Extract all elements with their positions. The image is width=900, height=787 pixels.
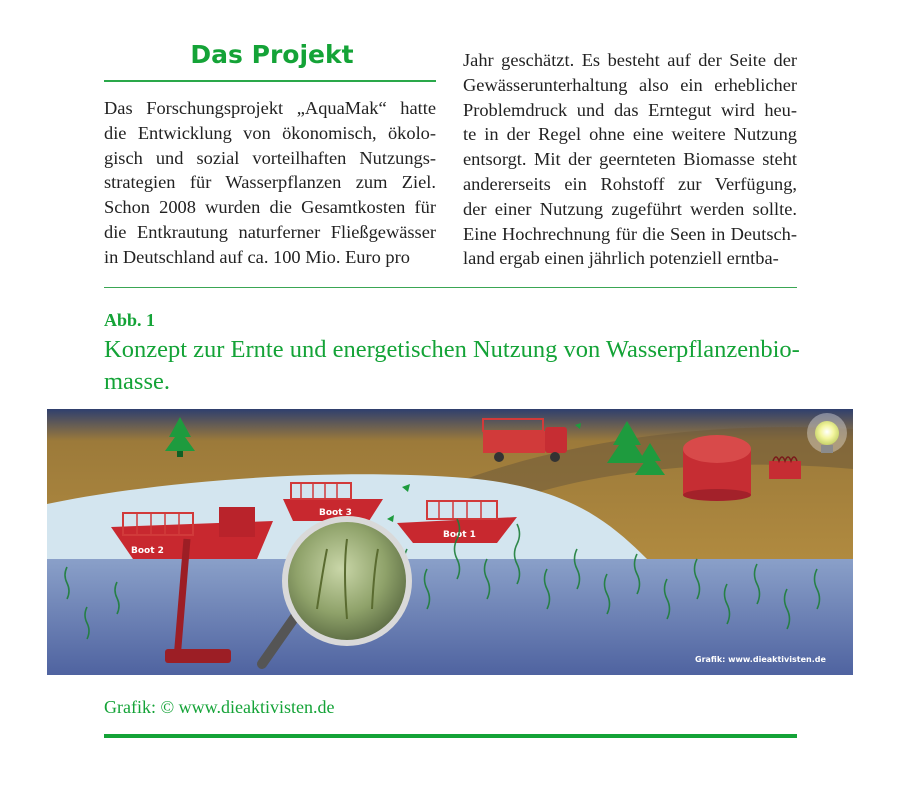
text-line: die Entkrautung naturferner Fließgewässer <box>104 221 436 242</box>
text-column-left <box>104 96 436 270</box>
light-bulb-icon <box>807 413 847 453</box>
text-line: der einer Nutzung zugeführt werden sollte. <box>463 198 797 219</box>
text-line: strategien für Wasserpflanzen zum Ziel. <box>104 172 436 193</box>
boat-label: Boot 3 <box>319 508 352 518</box>
text-line: te in der Regel ohne eine weitere Nutzung <box>463 124 797 145</box>
caption-line: masse. <box>104 368 170 395</box>
figure-illustration <box>47 409 853 675</box>
text-line: Eine Hochrechnung für die Seen in Deutsch- <box>463 223 797 244</box>
text-line: gisch und sozial vorteilhaften Nutzungs- <box>104 147 436 168</box>
text-line: Gewässerunterhaltung also ein erheblicher <box>463 74 797 95</box>
text-line: Das Forschungsprojekt „AquaMak“ hatte <box>104 98 436 118</box>
text-line: land ergab einen jährlich potenziell erntba- <box>463 248 779 269</box>
figure-label: Abb. 1 <box>104 310 156 330</box>
figure-watermark: Grafik: www.dieaktivisten.de <box>695 655 826 664</box>
text-line: andererseits ein Rohstoff zur Verfügung, <box>463 173 797 194</box>
text-line: in Deutschland auf ca. 100 Mio. Euro pro <box>104 246 410 267</box>
figure-caption <box>104 334 804 398</box>
boat-label: Boot 2 <box>131 546 164 556</box>
boat-label: Boot 1 <box>443 530 476 540</box>
figure-credit: Grafik: © www.dieaktivisten.de <box>104 697 335 717</box>
divider-rule <box>104 287 797 288</box>
text-column-right <box>463 48 797 271</box>
biogas-tank-icon <box>683 435 751 501</box>
section-heading: Das Projekt <box>190 40 354 69</box>
text-line: die Entwicklung von ökonomisch, ökolo- <box>104 122 436 143</box>
bottom-rule <box>104 734 797 738</box>
text-line: Problemdruck und das Erntegut wird heu- <box>463 99 797 120</box>
generator-icon <box>769 457 801 479</box>
caption-line: Konzept zur Ernte und energetischen Nutzung von Wasserpflanzenbio- <box>104 336 800 363</box>
heading-rule <box>104 80 436 82</box>
text-line: entsorgt. Mit der geernteten Biomasse steht <box>463 149 797 170</box>
text-line: Schon 2008 wurden die Gesamtkosten für <box>104 197 436 218</box>
text-line: Jahr geschätzt. Es besteht auf der Seite der <box>463 50 797 70</box>
